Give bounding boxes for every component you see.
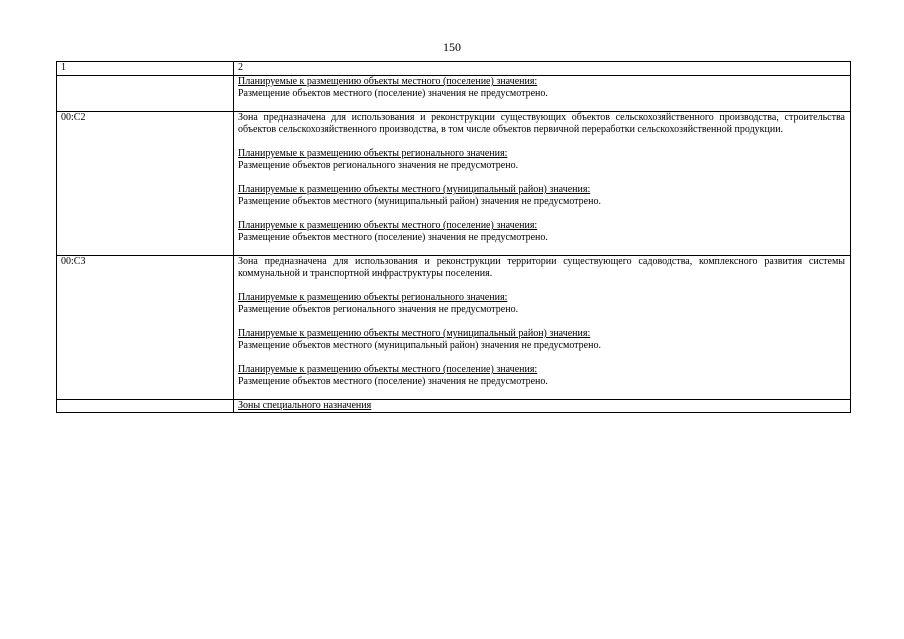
block-text: Размещение объектов местного (поселение) значения не предусмотрено. xyxy=(238,376,548,387)
column-header-2: 2 xyxy=(234,62,851,76)
zones-table xyxy=(56,61,851,413)
zone-description: Зона предназначена для использования и реконструкции существующих объектов сельскохозяйственного производства, строительства объектов сельскохозяйственного производства, в том числе объектов первичной переработки сельскохозяйственной продукции. xyxy=(238,112,845,135)
planned-objects-block xyxy=(238,328,845,352)
block-text: Размещение объектов местного (муниципальный район) значения не предусмотрено. xyxy=(238,340,601,351)
block-heading: Планируемые к размещению объекты местного (поселение) значения: xyxy=(238,76,538,87)
planned-objects-block xyxy=(238,364,845,388)
zone-description: Зона предназначена для использования и реконструкции территории существующего садоводства, комплексного развития системы коммунальной и транспортной инфраструктуры поселения. xyxy=(238,256,845,279)
zone-code-cell: 00:С2 xyxy=(57,112,234,256)
block-heading: Планируемые к размещению объекты местного (муниципальный район) значения: xyxy=(238,328,591,339)
block-text: Размещение объектов регионального значения не предусмотрено. xyxy=(238,160,519,171)
planned-objects-block xyxy=(238,220,845,244)
planned-objects-block xyxy=(238,76,845,100)
section-heading: Зоны специального назначения xyxy=(238,400,372,411)
zone-code-cell: 00:С3 xyxy=(57,256,234,400)
block-text: Размещение объектов местного (поселение) значения не предусмотрено. xyxy=(238,88,548,99)
table-header-row xyxy=(57,62,851,76)
planned-objects-block xyxy=(238,184,845,208)
block-heading: Планируемые к размещению объекты местного (муниципальный район) значения: xyxy=(238,184,591,195)
zone-description-cell xyxy=(234,400,851,413)
zone-description-cell xyxy=(234,76,851,112)
zone-description-cell xyxy=(234,112,851,256)
block-text: Размещение объектов местного (поселение) значения не предусмотрено. xyxy=(238,232,548,243)
block-text: Размещение объектов местного (муниципальный район) значения не предусмотрено. xyxy=(238,196,601,207)
table-row xyxy=(57,256,851,400)
block-heading: Планируемые к размещению объекты регионального значения: xyxy=(238,292,508,303)
block-text: Размещение объектов регионального значения не предусмотрено. xyxy=(238,304,519,315)
block-heading: Планируемые к размещению объекты регионального значения: xyxy=(238,148,508,159)
block-heading: Планируемые к размещению объекты местного (поселение) значения: xyxy=(238,220,538,231)
table-row xyxy=(57,112,851,256)
zone-code-cell xyxy=(57,400,234,413)
planned-objects-block xyxy=(238,148,845,172)
zone-code-cell xyxy=(57,76,234,112)
table-row xyxy=(57,400,851,413)
zone-description-cell xyxy=(234,256,851,400)
page-number: 150 xyxy=(443,40,461,54)
planned-objects-block xyxy=(238,292,845,316)
table-row xyxy=(57,76,851,112)
column-header-1: 1 xyxy=(57,62,234,76)
block-heading: Планируемые к размещению объекты местного (поселение) значения: xyxy=(238,364,538,375)
